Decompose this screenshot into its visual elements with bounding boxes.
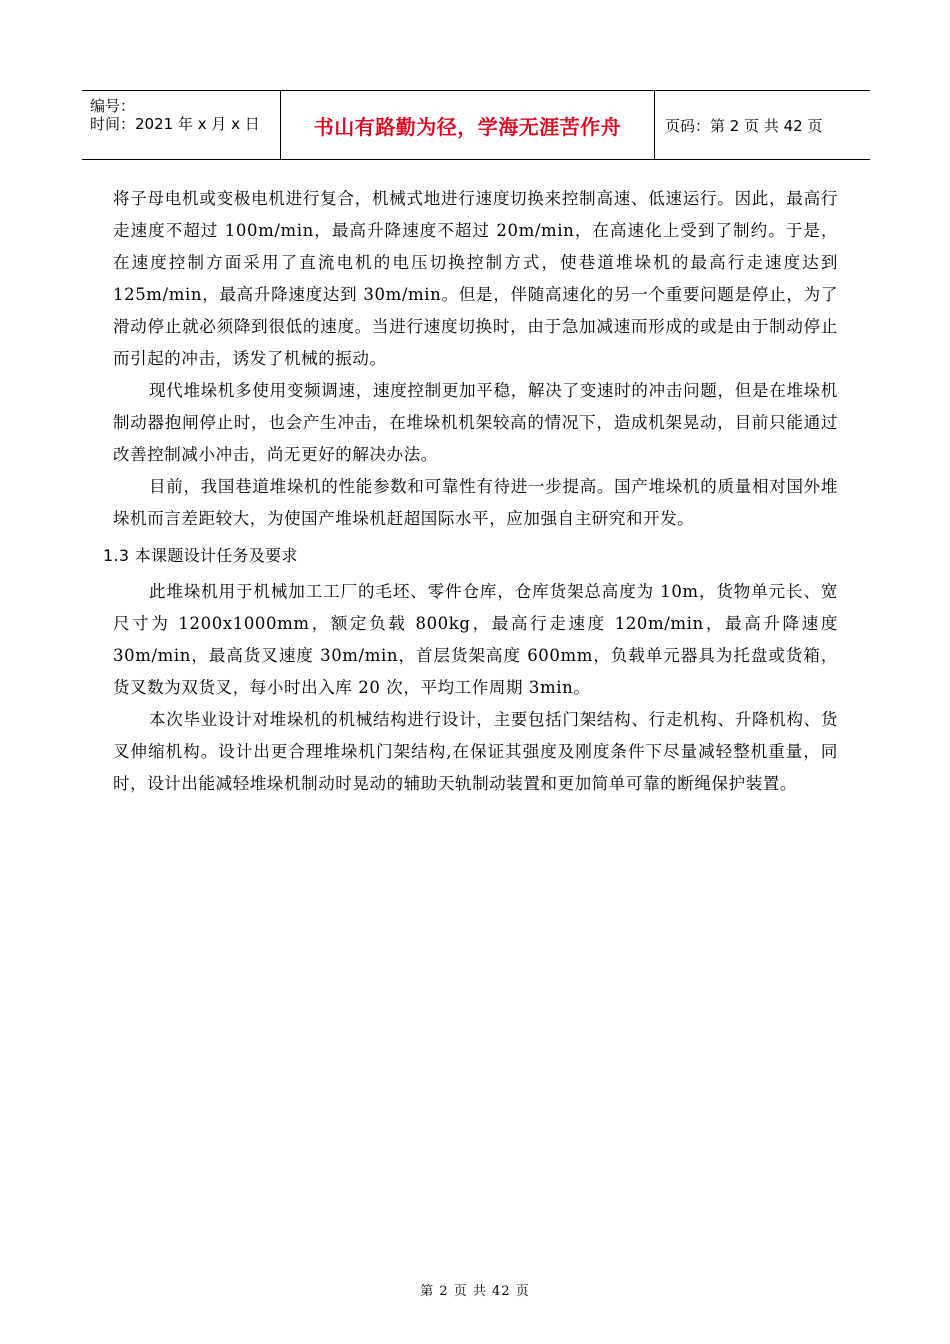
header-motto-cell: [281, 91, 655, 159]
document-body: [103, 183, 838, 800]
page-footer: 第 2 页 共 42 页: [420, 1284, 530, 1299]
section-paragraph-1: 此堆垛机用于机械加工工厂的毛坯、零件仓库，仓库货架总高度为 10m，货物单元长、宽尺寸为 1200x1000mm，额定负载 800kg，最高行走速度 120m/min，最高升降速度 30m/min，最高货叉速度 30m/min，首层货架高度 600mm，负载单元器具为托盘或货箱，货叉数为双货叉，每小时出入库 20 次，平均工作周期 3min。: [113, 582, 838, 697]
time-label: 时间：2021 年 x 月 x 日: [90, 115, 260, 133]
paragraph-2: 现代堆垛机多使用变频调速，速度控制更加平稳，解决了变速时的冲击问题，但是在堆垛机制动器抱闸停止时，也会产生冲击，在堆垛机机架较高的情况下，造成机架晃动，目前只能通过改善控制减小冲击，尚无更好的解决办法。: [113, 381, 838, 464]
header-page-cell: [655, 91, 870, 159]
page-code: 页码：第 2 页 共 42 页: [665, 116, 823, 135]
motto-text: 书山有路勤为径，学海无涯苦作舟: [313, 114, 622, 139]
paragraph-1: 将子母电机或变极电机进行复合，机械式地进行速度切换来控制高速、低速运行。因此，最高行走速度不超过 100m/min，最高升降速度不超过 20m/min，在高速化上受到了制约。于是，在速度控制方面采用了直流电机的电压切换控制方式，使巷道堆垛机的最高行走速度达到 125m/min，最高升降速度达到 30m/min。但是，伴随高速化的另一个重要问题是停止，为了滑动停止就必须降到很低的速度。当进行速度切换时，由于急加减速而形成的或是由于制动停止而引起的冲击，诱发了机械的振动。: [113, 189, 838, 368]
section-heading: 1.3 本课题设计任务及要求: [103, 546, 298, 565]
section-paragraph-2: 本次毕业设计对堆垛机的机械结构进行设计，主要包括门架结构、行走机构、升降机构、货叉伸缩机构。设计出更合理堆垛机门架结构,在保证其强度及刚度条件下尽量减轻整机重量，同时，设计出能减轻堆垛机制动时晃动的辅助天轨制动装置和更加简单可靠的断绳保护装置。: [113, 710, 838, 793]
header-meta-cell: [82, 91, 281, 159]
page-header: [82, 90, 870, 160]
number-label: 编号：: [90, 97, 136, 115]
paragraph-3: 目前，我国巷道堆垛机的性能参数和可靠性有待进一步提高。国产堆垛机的质量相对国外堆垛机而言差距较大，为使国产堆垛机赶超国际水平，应加强自主研究和开发。: [113, 477, 838, 528]
